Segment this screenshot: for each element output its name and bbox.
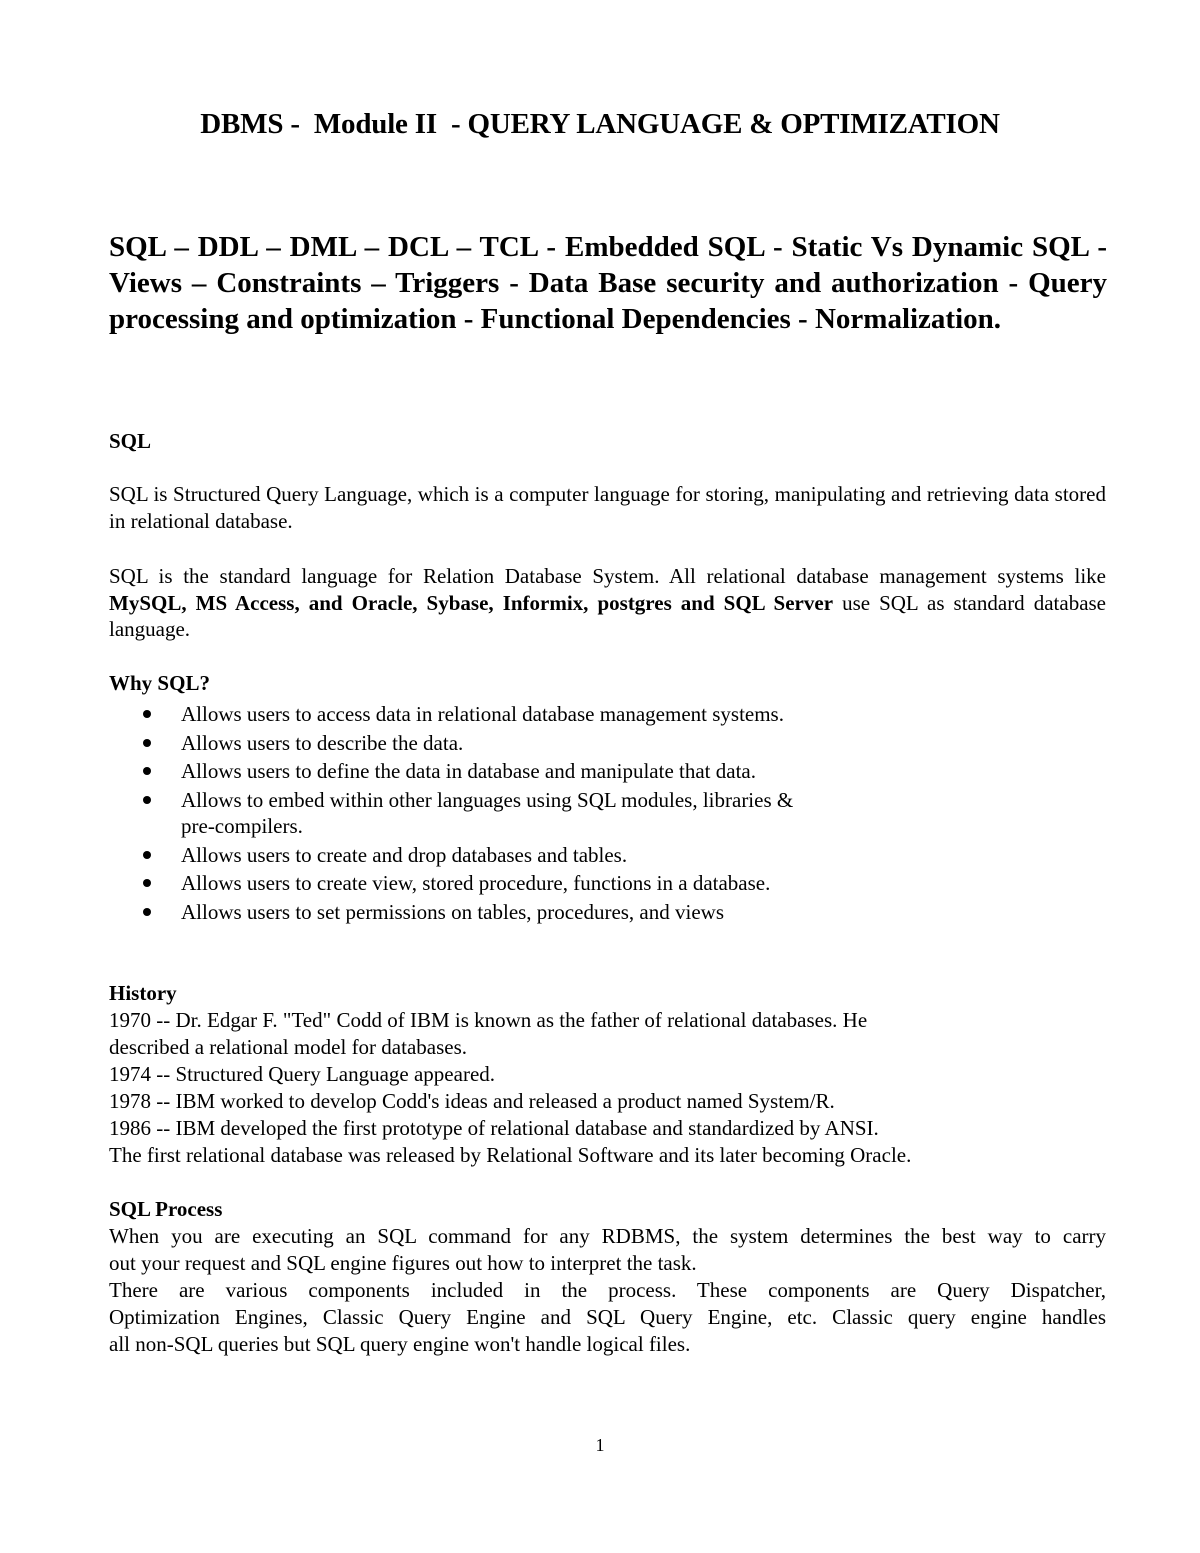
- list-item: [109, 786, 1009, 815]
- list-item: [109, 869, 1009, 898]
- document-title: DBMS - Module II - QUERY LANGUAGE & OPTIMIZATION: [200, 108, 1000, 140]
- bullet-icon: [143, 710, 151, 718]
- process-line: There are various components included in the process. These components are Query Dispatcher,: [109, 1278, 1106, 1302]
- list-item: [109, 898, 1009, 927]
- topics-summary: SQL – DDL – DML – DCL – TCL - Embedded SQL - Static Vs Dynamic SQL - Views – Constraints – Triggers - Data Base security and authorization - Query processing and optimization - Functional Dependencies - Normalization.: [109, 231, 1107, 335]
- sql-standard-systems: MySQL, MS Access, and Oracle, Sybase, Informix, postgres and SQL Server: [109, 590, 834, 615]
- sql-definition-paragraph: SQL is Structured Query Language, which is a computer language for storing, manipulating and retrieving data stored in relational database.: [109, 482, 1106, 533]
- bullet-icon: [143, 851, 151, 859]
- bullet-icon: [143, 739, 151, 747]
- history-line: 1974 -- Structured Query Language appeared.: [109, 1062, 496, 1086]
- history-line: 1970 -- Dr. Edgar F. "Ted" Codd of IBM is known as the father of relational databases. He: [109, 1008, 868, 1032]
- list-item-text: Allows users to describe the data.: [181, 730, 464, 755]
- list-item: [109, 700, 1009, 729]
- why-sql-heading: Why SQL?: [109, 671, 210, 695]
- sql-standard-paragraph: [109, 563, 1106, 643]
- page-number: 1: [595, 1435, 605, 1455]
- process-line: When you are executing an SQL command for any RDBMS, the system determines the best way to carry: [109, 1224, 1106, 1248]
- list-item: [109, 841, 1009, 870]
- history-list: [109, 1007, 1109, 1169]
- bullet-icon: [143, 767, 151, 775]
- list-item: [109, 757, 1009, 786]
- history-line: The first relational database was released by Relational Software and its later becoming Oracle.: [109, 1143, 912, 1167]
- bullet-icon: [143, 796, 151, 804]
- process-line: Optimization Engines, Classic Query Engine and SQL Query Engine, etc. Classic query engine handles: [109, 1305, 1106, 1329]
- history-heading: History: [109, 981, 177, 1005]
- sql-standard-intro: SQL is the standard language for Relation Database System. All relational database management systems like: [109, 564, 1106, 588]
- why-sql-list: [109, 700, 1009, 926]
- process-line: all non-SQL queries but SQL query engine won't handle logical files.: [109, 1332, 691, 1356]
- bullet-icon: [143, 879, 151, 887]
- history-line: 1986 -- IBM developed the first prototype of relational database and standardized by ANSI.: [109, 1116, 879, 1140]
- bullet-icon: [143, 908, 151, 916]
- list-item-text: Allows users to create and drop databases and tables.: [181, 842, 628, 867]
- sql-process-heading: SQL Process: [109, 1197, 223, 1221]
- history-line: described a relational model for databases.: [109, 1035, 468, 1059]
- list-item-continuation: [109, 812, 1009, 841]
- list-item-text: Allows users to create view, stored procedure, functions in a database.: [181, 871, 771, 895]
- list-item-text: pre-compilers.: [181, 814, 303, 838]
- history-line: 1978 -- IBM worked to develop Codd's ideas and released a product named System/R.: [109, 1089, 835, 1113]
- list-item: [109, 729, 1009, 758]
- process-line: out your request and SQL engine figures out how to interpret the task.: [109, 1251, 697, 1275]
- list-item-text: Allows to embed within other languages using SQL modules, libraries &: [181, 787, 794, 812]
- list-item-text: Allows users to set permissions on tables, procedures, and views: [181, 899, 724, 924]
- sql-heading: SQL: [109, 429, 152, 453]
- list-item-text: Allows users to access data in relational database management systems.: [181, 702, 784, 726]
- sql-standard-outro: use SQL as standard database language.: [109, 590, 1107, 641]
- sql-process-paragraph: [109, 1223, 1106, 1358]
- list-item-text: Allows users to define the data in database and manipulate that data.: [181, 759, 756, 783]
